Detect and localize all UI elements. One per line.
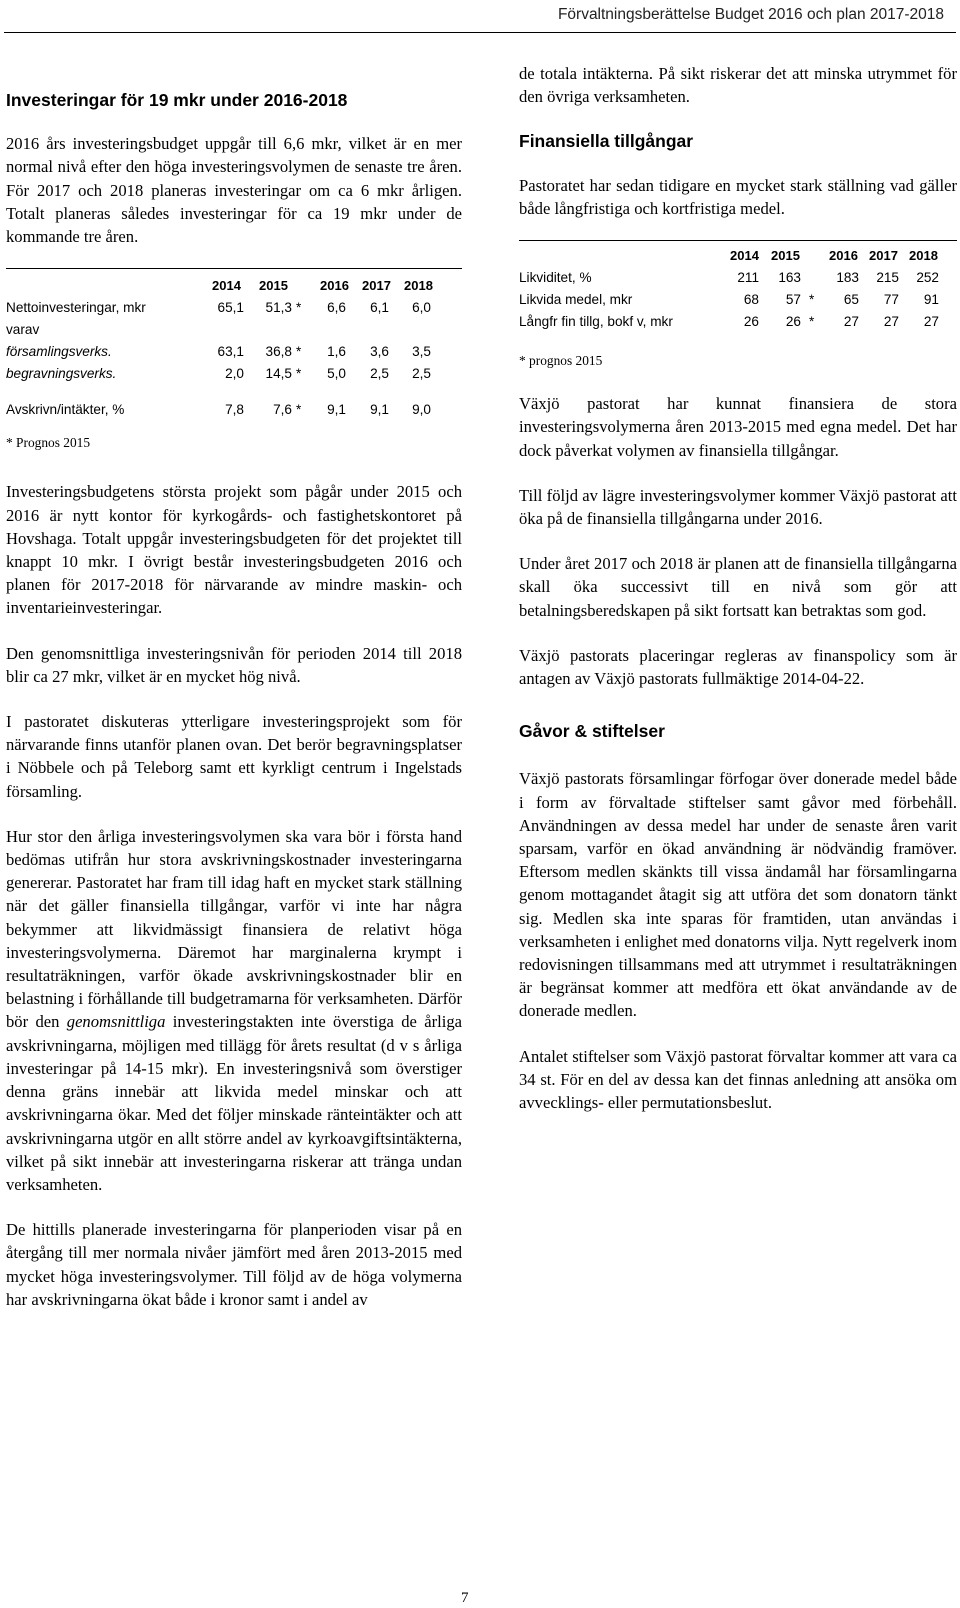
investments-heading: Investeringar för 19 mkr under 2016-2018 xyxy=(6,90,348,110)
table-row xyxy=(519,289,957,311)
financial-assets-table xyxy=(519,240,957,372)
cell: 27 xyxy=(923,314,939,330)
paragraph: De hittills planerade investeringarna för planperioden visar på en återgång till mer normala nivåer jämfört med åren 2013-2015 med mycket höga investeringsvolymer. Till följd av de höga volymerna har avskrivningarna ökat både i kronor samt i andel av xyxy=(6,1220,462,1309)
cell: 27 xyxy=(883,314,899,330)
prognosis-star: * xyxy=(296,344,302,360)
cell: 57 xyxy=(785,292,801,308)
emphasis: genomsnittliga xyxy=(66,1012,166,1032)
cell: 63,1 xyxy=(217,344,244,360)
table-header-row xyxy=(519,245,957,267)
paragraph: Växjö pastorats församlingar förfogar över donerade medel både i form av förvaltade stiftelser samt gåvor med förbehåll. Användningen av dessa medel har under de senaste åren varit sparsam, varför en ökad användning är nödvändig framöver. Eftersom medlen skänkts till vissa ändamål har församlingarna genom mottagandet åtagit sig att utföra det som donatorn tänkt sig. Medlen ska inte sparas för framtiden, utan användas i verksamheten i enlighet med donatorns vilja. Nytt regelverk inom redovisningen tillsammans med att utrymmet i resultaträkningen är begränsat kommer att medföra ett ökat användande av de donerade medlen. xyxy=(519,769,957,1021)
cell: 65,1 xyxy=(217,300,244,316)
table-header: 2017 xyxy=(869,248,898,264)
cell: 163 xyxy=(778,270,801,286)
cell: 65 xyxy=(843,292,859,308)
cell: 9,1 xyxy=(370,402,389,418)
cell: 183 xyxy=(836,270,859,286)
cell: 2,5 xyxy=(412,366,431,382)
table-header: 2016 xyxy=(320,278,349,294)
cell: 36,8 xyxy=(265,344,292,360)
cell: 7,8 xyxy=(225,402,244,418)
cell: 3,5 xyxy=(412,344,431,360)
paragraph: I pastoratet diskuteras ytterligare investeringsprojekt som för närvarande finns utanför planen ovan. Det berör begravningsplatser i Nöbbele och på Teleborg samt ett kyrkligt centrum i Ingelstads församling. xyxy=(6,712,462,801)
cell: 6,1 xyxy=(370,300,389,316)
paragraph: Hur stor den årliga investeringsvolymen ska vara bör i första hand bedömas utifrån hur stora avskrivningskostnader investeringarna genererar. Pastoratet har fram till idag haft en mycket stark ställning när det gäller finansiella tillgångar, varför vi inte har några bekymmer att likvidmässigt finansiera de relativt höga investeringsvolymerna. Däremot har marginalerna krympt i resultaträkningen, varför ökade avskrivningskostnader blir en belastning i förhållande till budgetramarna för verksamheten. Därför bör den genomsnittliga investeringstakten inte överstiga de årliga avskrivningarna, möjligen med tillägg för årets resultat (d v s årliga investeringar på 14-15 mkr). En investeringsnivå som överstiger denna gräns innebär att likvida medel minskar och att avskrivningarna ökar. Med det följer minskade ränteintäkter och att avskrivningarna utgör en allt större andel av kyrkoavgiftsintäkterna, vilket på sikt innebär att investeringarna riskerar att tränga undan verksamheten. xyxy=(6,826,462,1194)
investments-intro: 2016 års investeringsbudget uppgår till 6,6 mkr, vilket är en mer normal nivå efter den höga investeringsvolymen de senaste tre åren. För 2017 och 2018 planeras investeringar om ca 6 mkr årligen. Totalt planeras således investeringar för ca 19 mkr under de kommande tre åren. xyxy=(6,134,462,247)
paragraph: Växjö pastorat har kunnat finansiera de stora investeringsvolymerna åren 2013-2015 med egna medel. Det har dock påverkat volymen av finansiella tillgångar. xyxy=(519,394,957,460)
table-top-rule xyxy=(6,268,462,269)
cell: 14,5 xyxy=(265,366,292,382)
cell: 9,0 xyxy=(412,402,431,418)
table-header: 2017 xyxy=(362,278,391,294)
row-label: Likviditet, % xyxy=(519,270,592,286)
header-title: Förvaltningsberättelse Budget 2016 och plan 2017-2018 xyxy=(557,6,944,23)
cell: 5,0 xyxy=(327,366,346,382)
cell: 252 xyxy=(916,270,939,286)
paragraph: Till följd av lägre investeringsvolymer kommer Växjö pastorat att öka på de finansiella tillgångarna under 2016. xyxy=(519,485,957,529)
cell: 7,6 xyxy=(273,402,292,418)
paragraph: Pastoratet har sedan tidigare en mycket stark ställning vad gäller både långfristiga och kortfristiga medel. xyxy=(519,175,957,218)
table-header: 2018 xyxy=(909,248,938,264)
table-header: 2015 xyxy=(771,248,800,264)
cell: 51,3 xyxy=(265,300,292,316)
row-label: begravningsverks. xyxy=(6,366,117,382)
row-label: Nettoinvesteringar, mkr xyxy=(6,300,146,316)
left-column xyxy=(6,62,462,1311)
financial-assets-heading: Finansiella tillgångar xyxy=(519,131,694,152)
row-label: Långfr fin tillg, bokf v, mkr xyxy=(519,314,673,330)
page-number: 7 xyxy=(461,1590,469,1606)
cell: 2,5 xyxy=(370,366,389,382)
prognosis-star: * xyxy=(296,300,302,316)
table-footnote: * Prognos 2015 xyxy=(6,435,91,451)
table-row xyxy=(6,363,462,385)
table-header: 2014 xyxy=(730,248,759,264)
paragraph: Antalet stiftelser som Växjö pastorat förvaltar kommer att vara ca 34 st. För en del av dessa kan det finnas anledning att ansöka om avvecklings- eller permutationsbeslut. xyxy=(519,1046,957,1113)
prognosis-star: * xyxy=(809,314,815,330)
table-row xyxy=(519,311,957,333)
prognosis-star: * xyxy=(809,292,815,308)
cell: 2,0 xyxy=(225,366,244,382)
table-row xyxy=(519,267,957,289)
table-top-rule xyxy=(519,240,957,241)
table-row xyxy=(6,297,462,319)
header-rule xyxy=(4,32,956,33)
paragraph: Under året 2017 och 2018 är planen att de finansiella tillgångarna skall öka successivt till en nivå som gör att betalningsberedskapen på sikt fortsatt kan betraktas som god. xyxy=(519,554,957,620)
cell: 215 xyxy=(876,270,899,286)
paragraph: de totala intäkterna. På sikt riskerar det att minska utrymmet för den övriga verksamheten. xyxy=(519,64,957,107)
table-header: 2014 xyxy=(212,278,241,294)
cell: 77 xyxy=(883,292,899,308)
table-header: 2015 xyxy=(259,278,288,294)
table-header: 2018 xyxy=(404,278,433,294)
table-row xyxy=(6,319,462,341)
investments-table xyxy=(6,268,462,454)
row-label: Avskrivn/intäkter, % xyxy=(6,402,125,418)
cell: 27 xyxy=(843,314,859,330)
row-label: Likvida medel, mkr xyxy=(519,292,633,308)
prognosis-star: * xyxy=(296,402,302,418)
paragraph: Växjö pastorats placeringar regleras av finanspolicy som är antagen av Växjö pastorats fullmäktige 2014-04-22. xyxy=(519,645,957,689)
gifts-foundations-heading: Gåvor & stiftelser xyxy=(519,721,665,742)
row-label: församlingsverks. xyxy=(6,344,112,360)
right-column xyxy=(519,62,957,1114)
cell: 1,6 xyxy=(327,344,346,360)
paragraph: Den genomsnittliga investeringsnivån för perioden 2014 till 2018 blir ca 27 mkr, vilket är en mycket hög nivå. xyxy=(6,643,462,686)
prognosis-star: * xyxy=(296,366,302,382)
cell: 6,0 xyxy=(412,300,431,316)
cell: 3,6 xyxy=(370,344,389,360)
page-header xyxy=(0,0,960,62)
table-footnote: * prognos 2015 xyxy=(519,353,603,369)
row-label: varav xyxy=(6,322,40,338)
paragraph: Investeringsbudgetens största projekt som pågår under 2015 och 2016 är nytt kontor för kyrkogårds- och fastighetskontoret på Hovshaga. Totalt uppgår investeringsbudgeten för det projektet till knappt 10 mkr. I övrigt består investeringsbudgeten 2016 och planen för 2017-2018 för närvarande av mindre maskin- och inventarieinvesteringar. xyxy=(6,482,462,618)
table-row xyxy=(6,399,462,421)
table-header-row xyxy=(6,275,462,297)
cell: 26 xyxy=(743,314,759,330)
cell: 9,1 xyxy=(327,402,346,418)
cell: 6,6 xyxy=(327,300,346,316)
cell: 68 xyxy=(743,292,759,308)
cell: 91 xyxy=(923,292,939,308)
cell: 211 xyxy=(737,270,759,286)
table-header: 2016 xyxy=(829,248,858,264)
cell: 26 xyxy=(785,314,801,330)
table-row xyxy=(6,341,462,363)
